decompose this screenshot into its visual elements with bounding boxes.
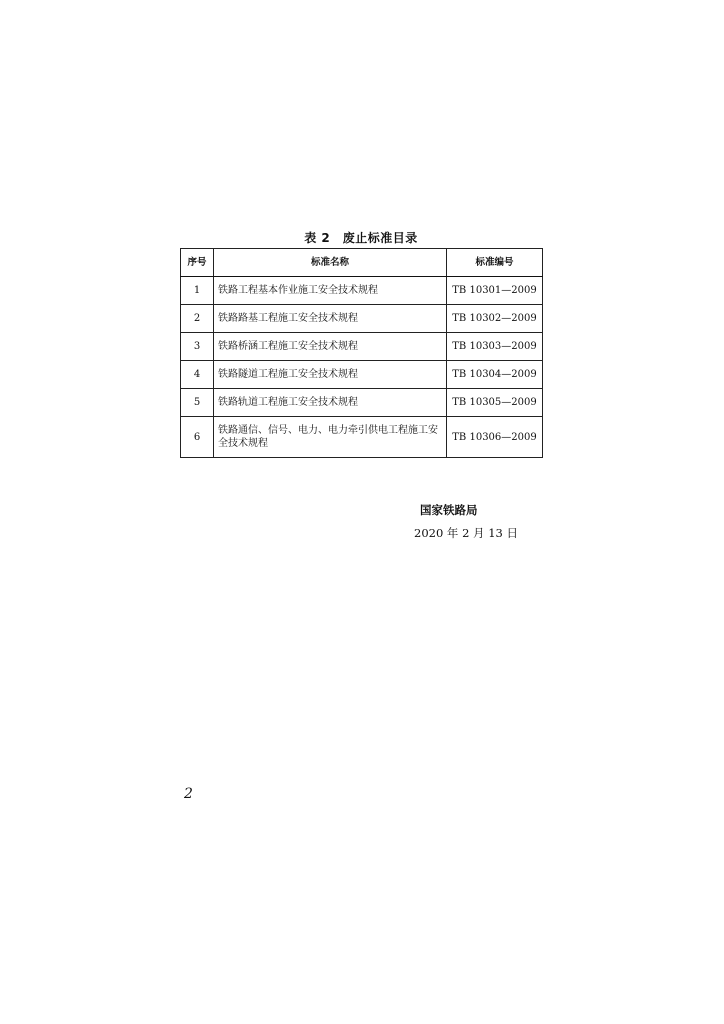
table-row: [181, 361, 543, 389]
abolished-standards-table: [180, 248, 543, 458]
row-standard-code: TB 10302—2009: [447, 305, 543, 333]
row-standard-code: TB 10305—2009: [447, 389, 543, 417]
row-standard-name: 铁路隧道工程施工安全技术规程: [214, 361, 447, 389]
issue-date: 2020 年 2 月 13 日: [414, 526, 518, 540]
row-standard-name: 铁路轨道工程施工安全技术规程: [214, 389, 447, 417]
row-serial-number: 4: [181, 361, 214, 389]
table-row: [181, 277, 543, 305]
row-standard-code: TB 10303—2009: [447, 333, 543, 361]
row-standard-name: 铁路通信、信号、电力、电力牵引供电工程施工安全技术规程: [214, 417, 447, 458]
issuing-authority: 国家铁路局: [420, 503, 478, 517]
row-standard-code: TB 10301—2009: [447, 277, 543, 305]
row-standard-code: TB 10306—2009: [447, 417, 543, 458]
table-title: 表 2 废止标准目录: [304, 231, 418, 245]
row-standard-name: 铁路工程基本作业施工安全技术规程: [214, 277, 447, 305]
table-row: [181, 305, 543, 333]
header-serial-number: 序号: [181, 249, 214, 277]
page-number: 2: [184, 786, 193, 802]
header-standard-code: 标准编号: [447, 249, 543, 277]
table-header-row: [181, 249, 543, 277]
row-serial-number: 3: [181, 333, 214, 361]
row-standard-code: TB 10304—2009: [447, 361, 543, 389]
row-standard-name: 铁路桥涵工程施工安全技术规程: [214, 333, 447, 361]
row-standard-name: 铁路路基工程施工安全技术规程: [214, 305, 447, 333]
table-row: [181, 417, 543, 458]
row-serial-number: 6: [181, 417, 214, 458]
table-row: [181, 389, 543, 417]
row-serial-number: 2: [181, 305, 214, 333]
table-row: [181, 333, 543, 361]
row-serial-number: 5: [181, 389, 214, 417]
header-standard-name: 标准名称: [214, 249, 447, 277]
row-serial-number: 1: [181, 277, 214, 305]
